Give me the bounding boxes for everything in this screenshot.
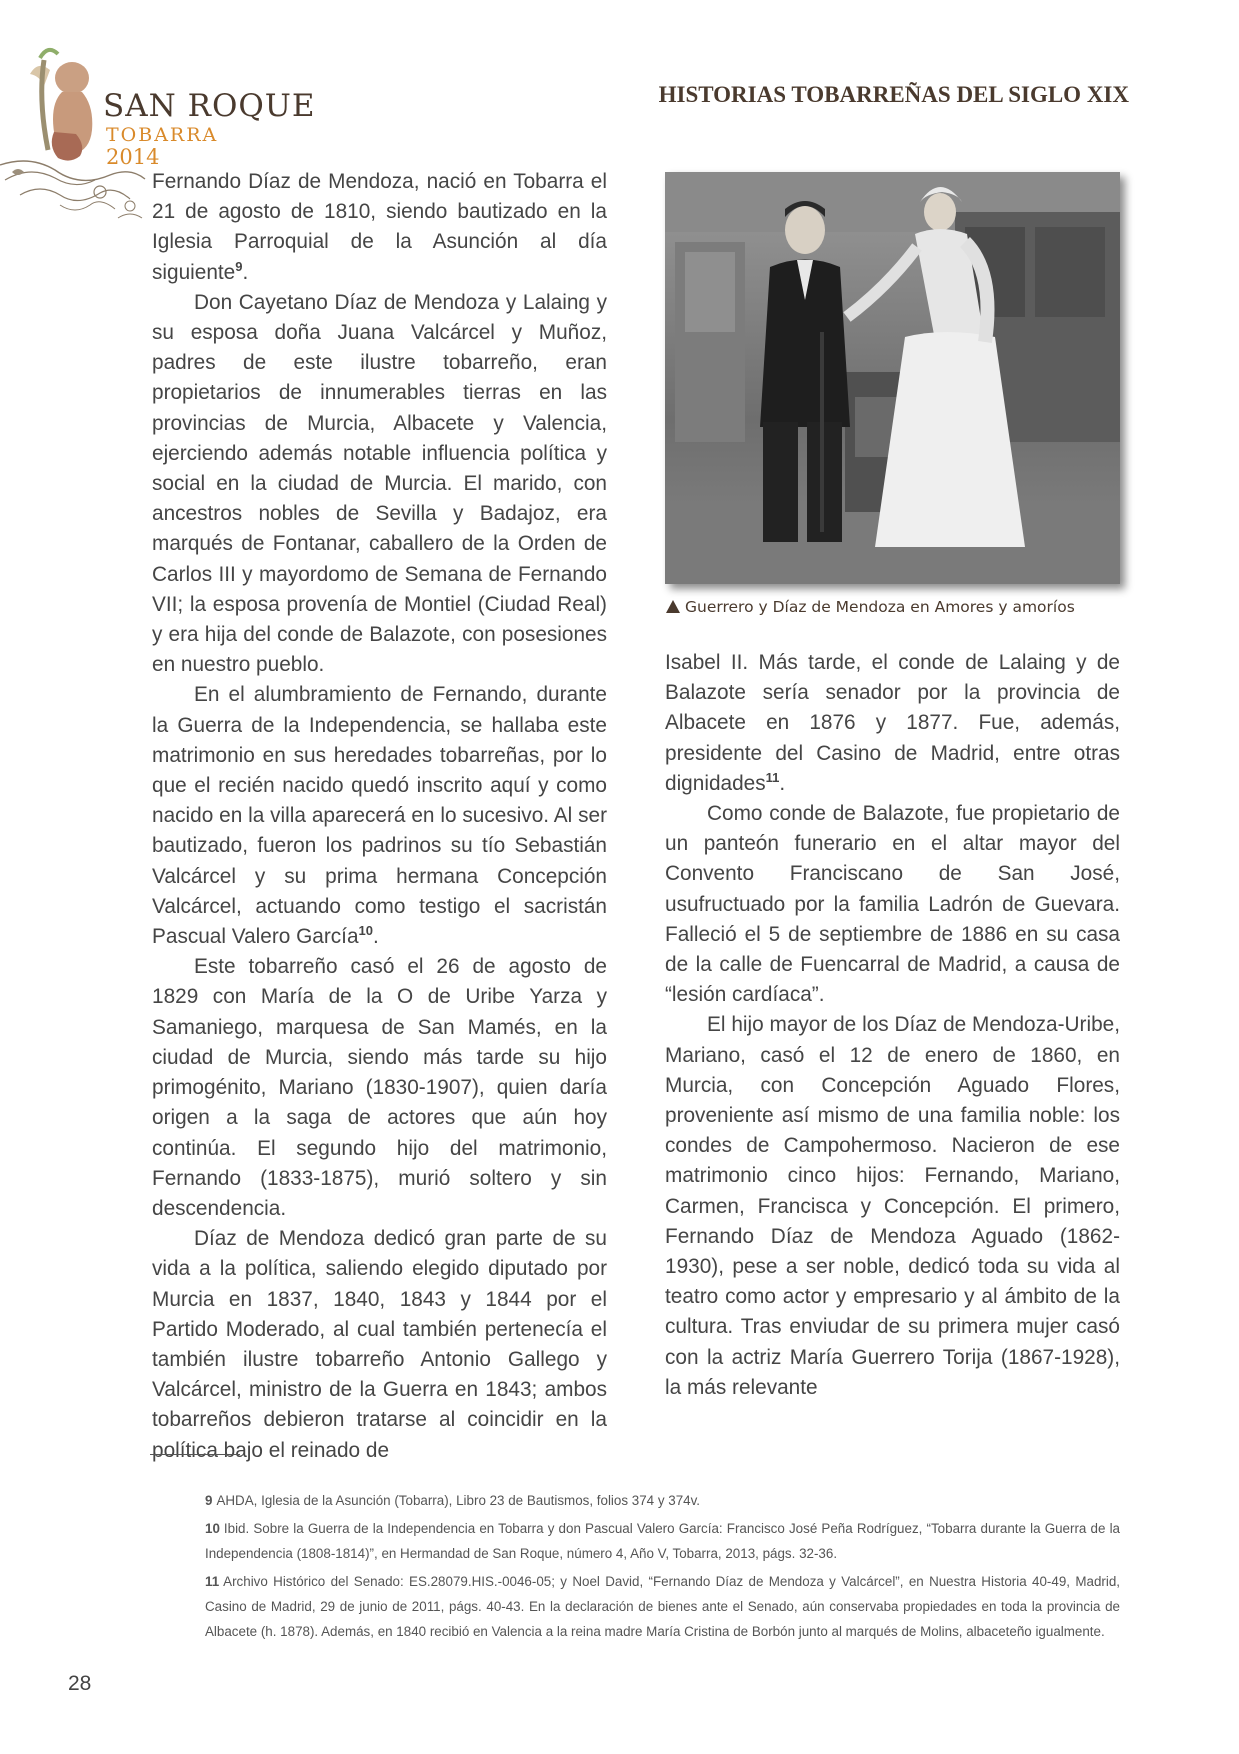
page-number: 28 xyxy=(68,1672,92,1695)
brand-year: 2014 xyxy=(106,145,160,169)
footnote: 10 Ibid. Sobre la Guerra de la Independencia en Tobarra y don Pascual Valero García: Francisco José Peña Rodríguez, “Tobarra durante la Guerra de la Independencia (1808-1814)”, en Hermandad de San Roque, número 4, Año V, Tobarra, 2013, págs. 32-36. xyxy=(205,1521,1120,1561)
photo-caption: Guerrero y Díaz de Mendoza en Amores y amoríos xyxy=(666,598,1075,616)
footnote-ref[interactable]: 11 xyxy=(765,769,780,785)
paragraph: Don Cayetano Díaz de Mendoza y Lalaing y su esposa doña Juana Valcárcel y Muñoz, padres de este ilustre tobarreño, eran propietarios de innumerables tierras en las provincias de Murcia, Albacete y Valencia, ejerciendo además notable influencia política y social en la ciudad de Murcia. El marido, con ancestros nobles de Sevilla y Badajoz, era marqués de Fontanar, caballero de la Orden de Carlos III y mayordomo de Semana de Fernando VII; la esposa provenía de Montiel (Ciudad Real) y era hija del conde de Balazote, con posesiones en nuestro pueblo. xyxy=(152,290,607,677)
footnotes xyxy=(205,1488,1120,1647)
paragraph: Fernando Díaz de Mendoza, nació en Tobarra el 21 de agosto de 1810, siendo bautizado en la Iglesia Parroquial de la Asunción al día siguiente$^9$. xyxy=(152,170,607,284)
paragraph: Este tobarreño casó el 26 de agosto de 1829 con María de la O de Uribe Yarza y Samaniego, marquesa de San Mamés, en la ciudad de Murcia, siendo más tarde su hijo primogénito, Mariano (1830-1907), quien daría origen a la saga de actores que aún hoy continúa. El segundo hijo del matrimonio, Fernando (1833-1875), murió soltero y sin descendencia. xyxy=(152,955,607,1220)
footnote-divider xyxy=(150,1454,240,1455)
right-column xyxy=(665,648,1120,1403)
paragraph: Díaz de Mendoza dedicó gran parte de su vida a la política, saliendo elegido diputado por Murcia en 1837, 1840, 1843 y 1844 por el Partido Moderado, al cual también pertenecía el también ilustre tobarreño Antonio Gallego y Valcárcel, ministro de la Guerra en 1843; ambos tobarreños debieron tratarse al coincidir en la política bajo el reinado de xyxy=(152,1227,607,1462)
paragraph: El hijo mayor de los Díaz de Mendoza-Uribe, Mariano, casó el 12 de enero de 1860, en Murcia, con Concepción Aguado Flores, proveniente así mismo de una familia noble: los condes de Campohermoso. Nacieron de ese matrimonio cinco hijos: Fernando, Mariano, Carmen, Francisca y Concepción. El primero, Fernando Díaz de Mendoza Aguado (1862-1930), pese a ser noble, dedicó toda su vida al teatro como actor y empresario y al ámbito de la cultura. Tras enviudar de su primera mujer casó con la actriz María Guerrero Torija (1867-1928), la más relevante xyxy=(665,1013,1120,1399)
historical-photo xyxy=(665,172,1120,584)
left-column xyxy=(152,167,607,1466)
paragraph: Isabel II. Más tarde, el conde de Lalaing y de Balazote sería senador por la provincia de Albacete en 1876 y 1877. Fue, además, presidente del Casino de Madrid, entre otras dignidades$^{11}$. xyxy=(665,651,1120,795)
running-head: HISTORIAS TOBARREÑAS DEL SIGLO XIX xyxy=(658,82,1129,107)
footnote: 11 Archivo Histórico del Senado: ES.28079.HIS.-0046-05; y Noel David, “Fernando Díaz de Mendoza y Valcárcel”, en Nuestra Historia 40-49, Madrid, Casino de Madrid, 29 de junio de 2011, págs. 40-43. En la declaración de bienes ante el Senado, aún conservaba propiedades en toda la provincia de Albacete (h. 1878). Además, en 1840 recibió en Valencia a la reina madre María Cristina de Borbón junto al marqués de Molins, albaceteño igualmente. xyxy=(205,1574,1120,1639)
brand-subtitle: TOBARRA xyxy=(106,124,219,146)
brand-title: SAN ROQUE xyxy=(103,88,316,124)
triangle-up-icon xyxy=(666,600,680,613)
paragraph: En el alumbramiento de Fernando, durante la Guerra de la Independencia, se hallaba este matrimonio en sus heredades tobarreñas, por lo que el recién nacido quedó inscrito aquí y como nacido en la villa aparecerá en lo sucesivo. Al ser bautizado, fueron los padrinos su tío Sebastián Valcárcel y su prima hermana Concepción Valcárcel, actuando como testigo el sacristán Pascual Valero García$^{10}$. xyxy=(152,683,607,949)
footnote-ref[interactable]: 9 xyxy=(235,258,243,274)
footnote: 9 AHDA, Iglesia de la Asunción (Tobarra), Libro 23 de Bautismos, folios 374 y 374v. xyxy=(205,1493,701,1508)
couple-photo-icon xyxy=(665,172,1120,584)
paragraph: Como conde de Balazote, fue propietario de un panteón funerario en el altar mayor del Convento Franciscano de San José, usufructuado por la familia Ladrón de Guevara. Falleció el 5 de septiembre de 1886 en su casa de la calle de Fuencarral de Madrid, a causa de “lesión cardíaca”. xyxy=(665,802,1120,1007)
footnote-ref[interactable]: 10 xyxy=(358,923,373,939)
